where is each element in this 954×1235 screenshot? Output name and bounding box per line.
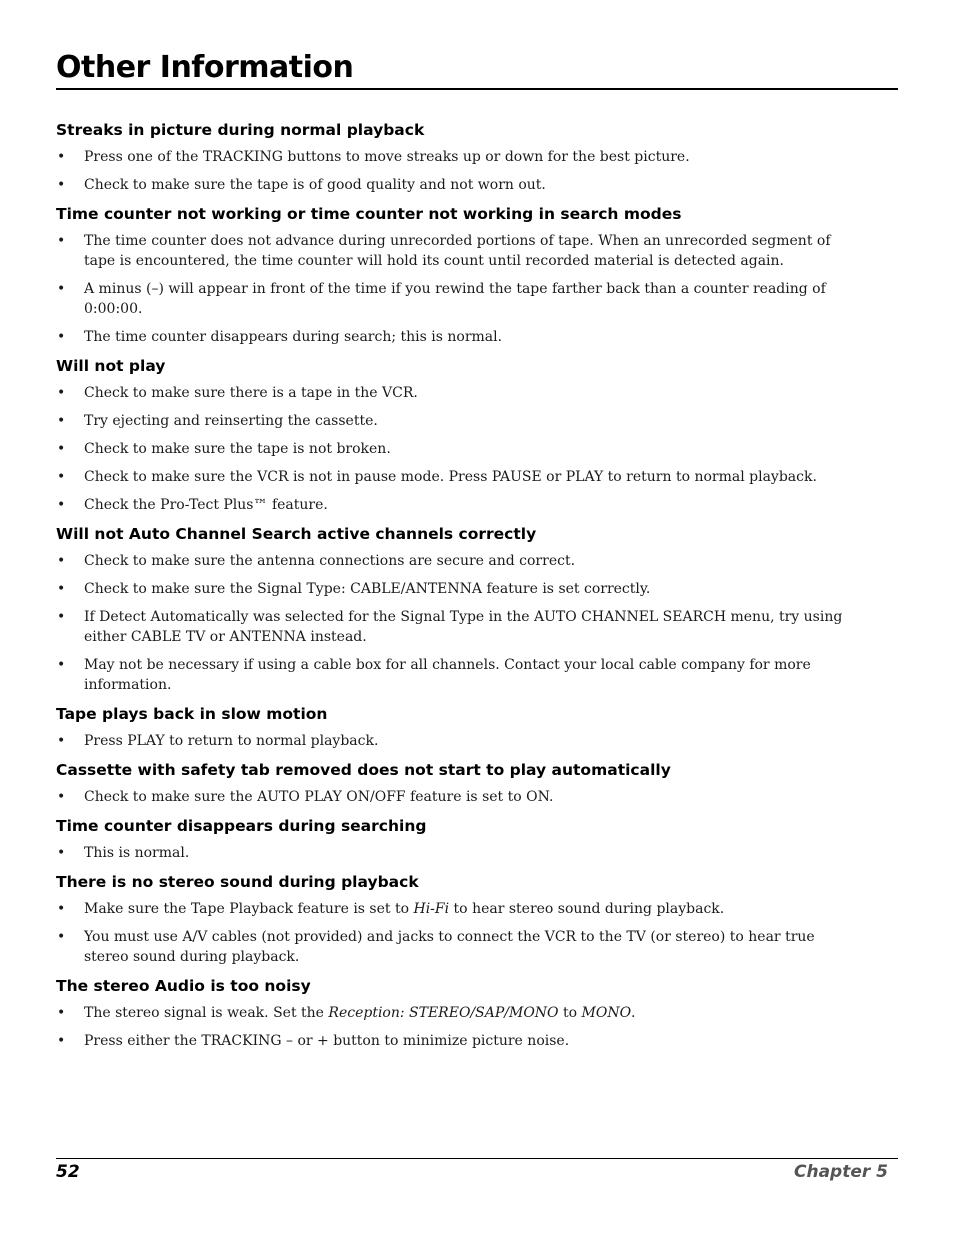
item-text: Press PLAY to return to normal playback. [84, 733, 379, 749]
bullet-icon: • [57, 733, 66, 749]
item-text: . [631, 1005, 636, 1021]
list-item [56, 411, 848, 431]
item-text: Check to make sure the AUTO PLAY ON/OFF feature is set to ON. [84, 789, 554, 805]
bullet-list [56, 1003, 848, 1051]
troubleshooting-content [56, 120, 848, 1060]
list-item [56, 147, 848, 167]
list-item [56, 655, 848, 695]
bullet-icon: • [57, 385, 66, 401]
bullet-list [56, 551, 848, 695]
section-heading: Will not Auto Channel Search active channels correctly [56, 525, 537, 543]
item-text: May not be necessary if using a cable box for all channels. Contact your local cable company for more information. [84, 657, 811, 693]
bullet-list [56, 231, 848, 347]
list-item [56, 1003, 848, 1023]
item-text: Check to make sure the Signal Type: CABLE/ANTENNA feature is set correctly. [84, 581, 651, 597]
emphasized-text: MONO [581, 1005, 632, 1021]
bullet-list [56, 731, 848, 751]
bullet-list [56, 899, 848, 967]
list-item [56, 439, 848, 459]
troubleshooting-section [56, 356, 848, 515]
bullet-list [56, 147, 848, 195]
item-text: Check the Pro-Tect Plus™ feature. [84, 497, 328, 513]
bullet-list [56, 787, 848, 807]
item-text: Check to make sure the antenna connections are secure and correct. [84, 553, 576, 569]
list-item [56, 927, 848, 967]
troubleshooting-section [56, 976, 848, 1051]
item-text: You must use A/V cables (not provided) and jacks to connect the VCR to the TV (or stereo) to hear true stereo sound during playback. [84, 929, 815, 965]
item-text: Press one of the TRACKING buttons to move streaks up or down for the best picture. [84, 149, 690, 165]
bullet-icon: • [57, 657, 66, 673]
item-text: A minus (–) will appear in front of the time if you rewind the tape farther back than a counter reading of 0:00:00. [84, 281, 826, 317]
list-item [56, 579, 848, 599]
list-item [56, 787, 848, 807]
section-heading: There is no stereo sound during playback [56, 873, 419, 891]
list-item [56, 231, 848, 271]
bullet-icon: • [57, 901, 66, 917]
section-heading: Time counter disappears during searching [56, 817, 427, 835]
bullet-icon: • [57, 1005, 66, 1021]
item-text: to [558, 1005, 582, 1021]
troubleshooting-section [56, 816, 848, 863]
list-item [56, 551, 848, 571]
list-item [56, 279, 848, 319]
troubleshooting-section [56, 120, 848, 195]
item-text: The time counter does not advance during unrecorded portions of tape. When an unrecorded segment of tape is encountered, the time counter will hold its count until recorded material is detected again. [84, 233, 831, 269]
bullet-icon: • [57, 929, 66, 945]
troubleshooting-section [56, 760, 848, 807]
bullet-icon: • [57, 581, 66, 597]
bullet-icon: • [57, 233, 66, 249]
troubleshooting-section [56, 704, 848, 751]
section-heading: Time counter not working or time counter not working in search modes [56, 205, 682, 223]
section-heading: Tape plays back in slow motion [56, 705, 328, 723]
item-text: The stereo signal is weak. Set the [84, 1005, 329, 1021]
list-item [56, 495, 848, 515]
item-text: Check to make sure the tape is of good quality and not worn out. [84, 177, 546, 193]
list-item [56, 899, 848, 919]
bullet-icon: • [57, 469, 66, 485]
item-text: Try ejecting and reinserting the cassette. [84, 413, 378, 429]
bullet-icon: • [57, 789, 66, 805]
section-heading: Will not play [56, 357, 166, 375]
chapter-label: Chapter 5 [793, 1162, 888, 1182]
list-item [56, 175, 848, 195]
list-item [56, 467, 848, 487]
item-text: The time counter disappears during search; this is normal. [84, 329, 503, 345]
troubleshooting-section [56, 524, 848, 695]
emphasized-text: Reception: STEREO/SAP/MONO [328, 1005, 559, 1021]
item-text: This is normal. [84, 845, 190, 861]
page-title: Other Information [56, 50, 354, 85]
section-heading: Cassette with safety tab removed does not start to play automatically [56, 761, 671, 779]
item-text: Check to make sure the VCR is not in pause mode. Press PAUSE or PLAY to return to normal playback. [84, 469, 817, 485]
item-text: Make sure the Tape Playback feature is set to [84, 901, 414, 917]
section-heading: Streaks in picture during normal playback [56, 121, 425, 139]
bullet-icon: • [57, 149, 66, 165]
list-item [56, 327, 848, 347]
page-number: 52 [56, 1162, 80, 1182]
bullet-icon: • [57, 329, 66, 345]
list-item [56, 607, 848, 647]
footer-rule [56, 1158, 898, 1159]
bullet-icon: • [57, 177, 66, 193]
emphasized-text: Hi-Fi [413, 901, 450, 917]
header-rule [56, 88, 898, 90]
item-text: to hear stereo sound during playback. [449, 901, 725, 917]
item-text: Check to make sure the tape is not broken. [84, 441, 391, 457]
bullet-icon: • [57, 413, 66, 429]
item-text: If Detect Automatically was selected for the Signal Type in the AUTO CHANNEL SEARCH menu, try using either CABLE TV or ANTENNA instead. [84, 609, 843, 645]
bullet-list [56, 843, 848, 863]
bullet-icon: • [57, 845, 66, 861]
list-item [56, 731, 848, 751]
bullet-icon: • [57, 441, 66, 457]
bullet-icon: • [57, 497, 66, 513]
list-item [56, 383, 848, 403]
bullet-icon: • [57, 281, 66, 297]
bullet-icon: • [57, 553, 66, 569]
bullet-list [56, 383, 848, 515]
troubleshooting-section [56, 204, 848, 347]
section-heading: The stereo Audio is too noisy [56, 977, 311, 995]
bullet-icon: • [57, 609, 66, 625]
bullet-icon: • [57, 1033, 66, 1049]
item-text: Press either the TRACKING – or + button to minimize picture noise. [84, 1033, 570, 1049]
item-text: Check to make sure there is a tape in the VCR. [84, 385, 418, 401]
troubleshooting-section [56, 872, 848, 967]
list-item [56, 843, 848, 863]
list-item [56, 1031, 848, 1051]
